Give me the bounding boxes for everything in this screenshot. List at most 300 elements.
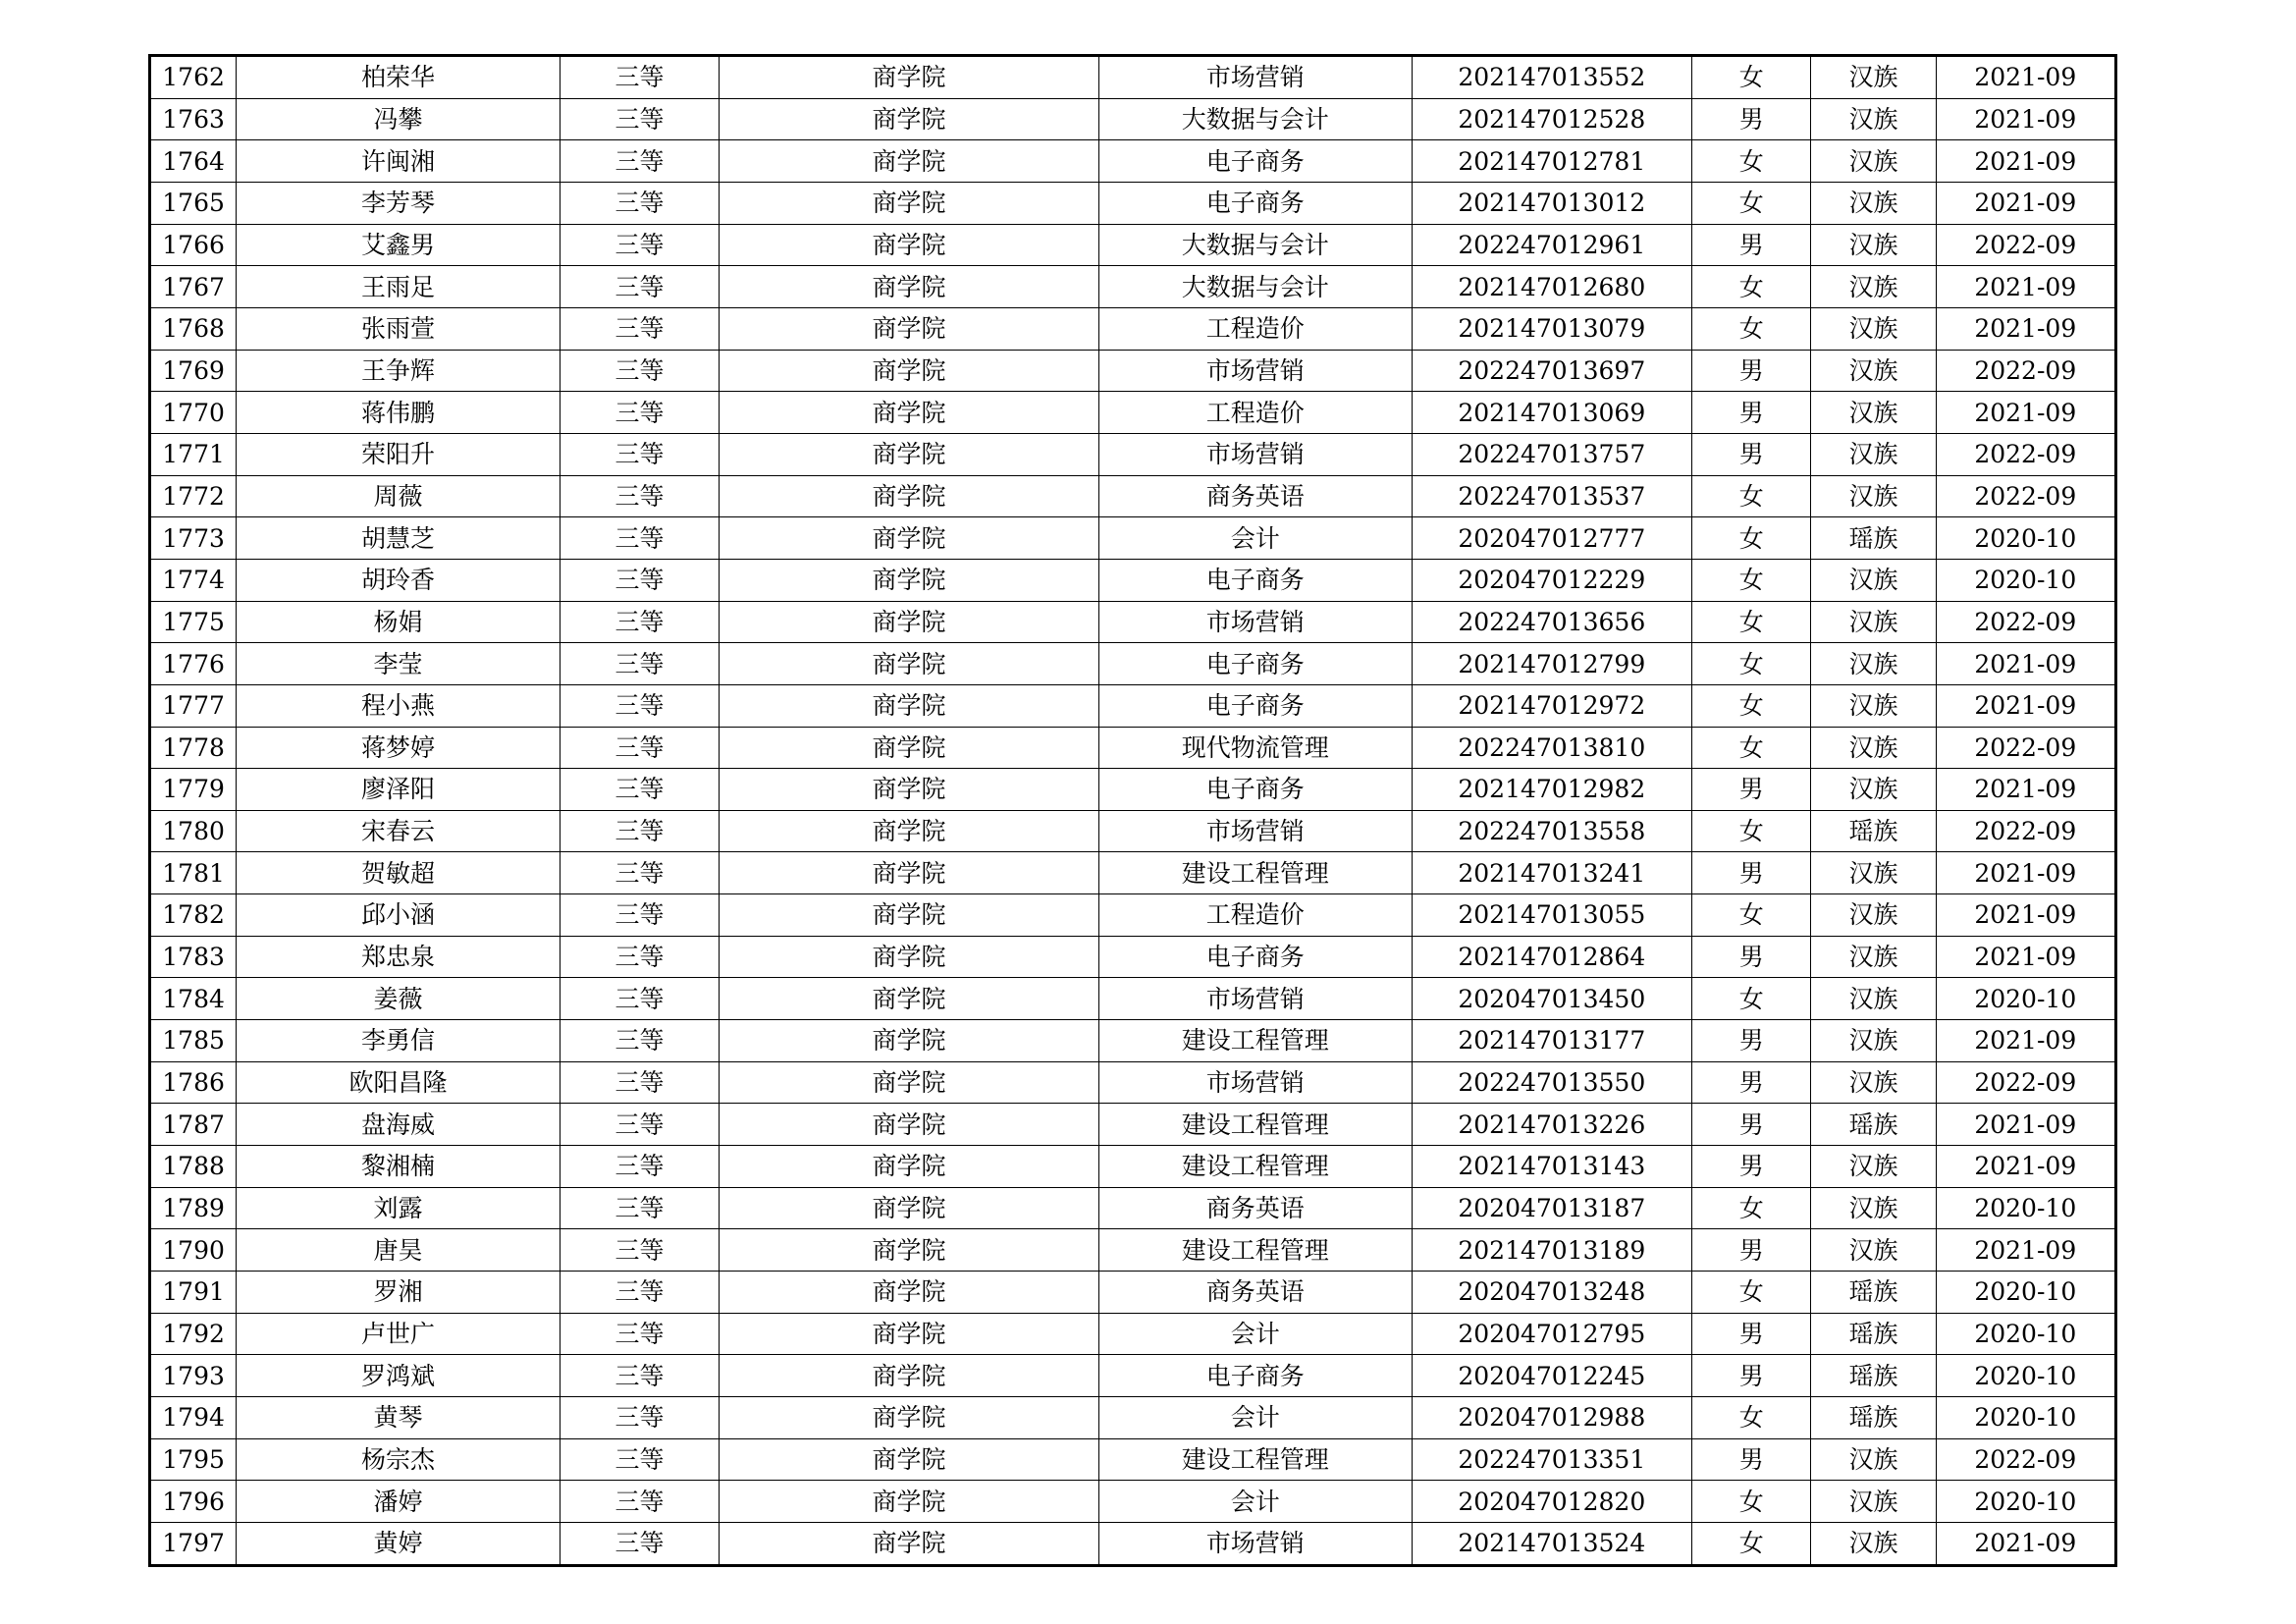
gender-cell: 女 (1692, 475, 1811, 517)
gender-cell: 男 (1692, 1229, 1811, 1272)
row-number-cell: 1784 (150, 978, 237, 1020)
award-level-cell: 三等 (560, 307, 719, 350)
ethnicity-cell: 瑶族 (1811, 1272, 1936, 1314)
gender-cell: 女 (1692, 517, 1811, 560)
table-row (150, 1020, 2116, 1062)
row-number-cell: 1781 (150, 852, 237, 894)
college-cell: 商学院 (720, 978, 1099, 1020)
ethnicity-cell: 汉族 (1811, 224, 1936, 266)
enrollment-date-cell: 2022-09 (1936, 1438, 2115, 1481)
college-cell: 商学院 (720, 350, 1099, 392)
ethnicity-cell: 汉族 (1811, 1020, 1936, 1062)
award-level-cell: 三等 (560, 1146, 719, 1188)
student-id-cell: 202147013177 (1412, 1020, 1692, 1062)
ethnicity-cell: 汉族 (1811, 769, 1936, 811)
student-id-cell: 202147013241 (1412, 852, 1692, 894)
enrollment-date-cell: 2022-09 (1936, 810, 2115, 852)
enrollment-date-cell: 2022-09 (1936, 475, 2115, 517)
gender-cell: 女 (1692, 684, 1811, 727)
award-level-cell: 三等 (560, 684, 719, 727)
college-cell: 商学院 (720, 1397, 1099, 1439)
award-level-cell: 三等 (560, 601, 719, 643)
major-cell: 市场营销 (1098, 56, 1412, 99)
table-row (150, 224, 2116, 266)
row-number-cell: 1786 (150, 1061, 237, 1104)
major-cell: 市场营销 (1098, 810, 1412, 852)
table-row (150, 1061, 2116, 1104)
row-number-cell: 1766 (150, 224, 237, 266)
student-id-cell: 202147013079 (1412, 307, 1692, 350)
enrollment-date-cell: 2021-09 (1936, 936, 2115, 978)
college-cell: 商学院 (720, 182, 1099, 224)
college-cell: 商学院 (720, 810, 1099, 852)
award-level-cell: 三等 (560, 1481, 719, 1523)
enrollment-date-cell: 2020-10 (1936, 559, 2115, 601)
major-cell: 电子商务 (1098, 684, 1412, 727)
ethnicity-cell: 汉族 (1811, 1438, 1936, 1481)
enrollment-date-cell: 2021-09 (1936, 1229, 2115, 1272)
ethnicity-cell: 瑶族 (1811, 517, 1936, 560)
enrollment-date-cell: 2021-09 (1936, 182, 2115, 224)
ethnicity-cell: 瑶族 (1811, 1104, 1936, 1146)
ethnicity-cell: 瑶族 (1811, 1397, 1936, 1439)
enrollment-date-cell: 2020-10 (1936, 1272, 2115, 1314)
college-cell: 商学院 (720, 684, 1099, 727)
college-cell: 商学院 (720, 56, 1099, 99)
ethnicity-cell: 汉族 (1811, 978, 1936, 1020)
table-row (150, 56, 2116, 99)
table-row (150, 978, 2116, 1020)
enrollment-date-cell: 2021-09 (1936, 98, 2115, 140)
enrollment-date-cell: 2022-09 (1936, 224, 2115, 266)
ethnicity-cell: 汉族 (1811, 475, 1936, 517)
gender-cell: 男 (1692, 433, 1811, 475)
major-cell: 建设工程管理 (1098, 1104, 1412, 1146)
college-cell: 商学院 (720, 852, 1099, 894)
major-cell: 建设工程管理 (1098, 1020, 1412, 1062)
row-number-cell: 1793 (150, 1355, 237, 1397)
major-cell: 商务英语 (1098, 1187, 1412, 1229)
row-number-cell: 1764 (150, 140, 237, 183)
college-cell: 商学院 (720, 392, 1099, 434)
student-name-cell: 宋春云 (237, 810, 561, 852)
gender-cell: 男 (1692, 1313, 1811, 1355)
student-id-cell: 202247012961 (1412, 224, 1692, 266)
student-id-cell: 202147012528 (1412, 98, 1692, 140)
enrollment-date-cell: 2021-09 (1936, 1104, 2115, 1146)
enrollment-date-cell: 2020-10 (1936, 1481, 2115, 1523)
gender-cell: 男 (1692, 98, 1811, 140)
student-id-cell: 202047012777 (1412, 517, 1692, 560)
major-cell: 工程造价 (1098, 392, 1412, 434)
award-level-cell: 三等 (560, 1229, 719, 1272)
college-cell: 商学院 (720, 307, 1099, 350)
enrollment-date-cell: 2021-09 (1936, 643, 2115, 685)
gender-cell: 男 (1692, 1020, 1811, 1062)
gender-cell: 女 (1692, 559, 1811, 601)
student-name-cell: 张雨萱 (237, 307, 561, 350)
major-cell: 建设工程管理 (1098, 1146, 1412, 1188)
gender-cell: 女 (1692, 978, 1811, 1020)
row-number-cell: 1789 (150, 1187, 237, 1229)
ethnicity-cell: 汉族 (1811, 1146, 1936, 1188)
table-row (150, 1272, 2116, 1314)
table-row (150, 601, 2116, 643)
enrollment-date-cell: 2022-09 (1936, 350, 2115, 392)
row-number-cell: 1795 (150, 1438, 237, 1481)
gender-cell: 男 (1692, 350, 1811, 392)
major-cell: 建设工程管理 (1098, 1438, 1412, 1481)
enrollment-date-cell: 2021-09 (1936, 894, 2115, 937)
gender-cell: 女 (1692, 140, 1811, 183)
ethnicity-cell: 汉族 (1811, 601, 1936, 643)
major-cell: 大数据与会计 (1098, 266, 1412, 308)
student-name-cell: 黄琴 (237, 1397, 561, 1439)
ethnicity-cell: 汉族 (1811, 266, 1936, 308)
enrollment-date-cell: 2020-10 (1936, 1355, 2115, 1397)
major-cell: 电子商务 (1098, 936, 1412, 978)
enrollment-date-cell: 2021-09 (1936, 684, 2115, 727)
table-row (150, 1481, 2116, 1523)
award-level-cell: 三等 (560, 1397, 719, 1439)
row-number-cell: 1771 (150, 433, 237, 475)
gender-cell: 女 (1692, 1522, 1811, 1565)
table-row (150, 1438, 2116, 1481)
college-cell: 商学院 (720, 601, 1099, 643)
table-row (150, 810, 2116, 852)
row-number-cell: 1765 (150, 182, 237, 224)
college-cell: 商学院 (720, 224, 1099, 266)
student-name-cell: 黄婷 (237, 1522, 561, 1565)
table-row (150, 684, 2116, 727)
student-name-cell: 艾鑫男 (237, 224, 561, 266)
student-name-cell: 杨娟 (237, 601, 561, 643)
college-cell: 商学院 (720, 140, 1099, 183)
student-name-cell: 李芳琴 (237, 182, 561, 224)
student-id-cell: 202047012245 (1412, 1355, 1692, 1397)
college-cell: 商学院 (720, 98, 1099, 140)
award-level-cell: 三等 (560, 1313, 719, 1355)
enrollment-date-cell: 2020-10 (1936, 1187, 2115, 1229)
row-number-cell: 1780 (150, 810, 237, 852)
row-number-cell: 1787 (150, 1104, 237, 1146)
enrollment-date-cell: 2021-09 (1936, 392, 2115, 434)
ethnicity-cell: 汉族 (1811, 643, 1936, 685)
table-row (150, 475, 2116, 517)
ethnicity-cell: 汉族 (1811, 182, 1936, 224)
ethnicity-cell: 汉族 (1811, 559, 1936, 601)
row-number-cell: 1763 (150, 98, 237, 140)
college-cell: 商学院 (720, 559, 1099, 601)
award-level-cell: 三等 (560, 392, 719, 434)
gender-cell: 男 (1692, 1061, 1811, 1104)
row-number-cell: 1783 (150, 936, 237, 978)
gender-cell: 男 (1692, 224, 1811, 266)
student-name-cell: 李勇信 (237, 1020, 561, 1062)
gender-cell: 女 (1692, 894, 1811, 937)
student-name-cell: 柏荣华 (237, 56, 561, 99)
gender-cell: 女 (1692, 56, 1811, 99)
gender-cell: 女 (1692, 810, 1811, 852)
ethnicity-cell: 汉族 (1811, 307, 1936, 350)
table-row (150, 140, 2116, 183)
student-name-cell: 卢世广 (237, 1313, 561, 1355)
award-level-cell: 三等 (560, 1355, 719, 1397)
major-cell: 大数据与会计 (1098, 98, 1412, 140)
award-level-cell: 三等 (560, 1020, 719, 1062)
student-name-cell: 荣阳升 (237, 433, 561, 475)
gender-cell: 男 (1692, 936, 1811, 978)
student-name-cell: 盘海威 (237, 1104, 561, 1146)
student-id-cell: 202047012229 (1412, 559, 1692, 601)
college-cell: 商学院 (720, 1229, 1099, 1272)
award-level-cell: 三等 (560, 224, 719, 266)
student-id-cell: 202047013248 (1412, 1272, 1692, 1314)
ethnicity-cell: 汉族 (1811, 1229, 1936, 1272)
award-level-cell: 三等 (560, 727, 719, 769)
gender-cell: 女 (1692, 1272, 1811, 1314)
student-name-cell: 蒋伟鹏 (237, 392, 561, 434)
college-cell: 商学院 (720, 1187, 1099, 1229)
enrollment-date-cell: 2020-10 (1936, 1397, 2115, 1439)
award-level-cell: 三等 (560, 266, 719, 308)
enrollment-date-cell: 2021-09 (1936, 1522, 2115, 1565)
enrollment-date-cell: 2022-09 (1936, 601, 2115, 643)
student-id-cell: 202147013055 (1412, 894, 1692, 937)
student-name-cell: 王雨足 (237, 266, 561, 308)
award-level-cell: 三等 (560, 936, 719, 978)
ethnicity-cell: 汉族 (1811, 56, 1936, 99)
student-id-cell: 202047012820 (1412, 1481, 1692, 1523)
ethnicity-cell: 汉族 (1811, 350, 1936, 392)
college-cell: 商学院 (720, 1272, 1099, 1314)
award-level-cell: 三等 (560, 1061, 719, 1104)
gender-cell: 女 (1692, 1187, 1811, 1229)
major-cell: 电子商务 (1098, 1355, 1412, 1397)
award-level-cell: 三等 (560, 894, 719, 937)
table-row (150, 1146, 2116, 1188)
table-row (150, 1397, 2116, 1439)
gender-cell: 男 (1692, 1438, 1811, 1481)
student-name-cell: 罗湘 (237, 1272, 561, 1314)
ethnicity-cell: 汉族 (1811, 433, 1936, 475)
student-id-cell: 202047013450 (1412, 978, 1692, 1020)
award-level-cell: 三等 (560, 769, 719, 811)
student-name-cell: 冯攀 (237, 98, 561, 140)
ethnicity-cell: 瑶族 (1811, 1355, 1936, 1397)
major-cell: 建设工程管理 (1098, 852, 1412, 894)
major-cell: 工程造价 (1098, 307, 1412, 350)
gender-cell: 男 (1692, 392, 1811, 434)
ethnicity-cell: 瑶族 (1811, 1313, 1936, 1355)
student-name-cell: 姜薇 (237, 978, 561, 1020)
major-cell: 市场营销 (1098, 433, 1412, 475)
college-cell: 商学院 (720, 936, 1099, 978)
row-number-cell: 1762 (150, 56, 237, 99)
gender-cell: 女 (1692, 601, 1811, 643)
table-row (150, 392, 2116, 434)
college-cell: 商学院 (720, 1438, 1099, 1481)
row-number-cell: 1777 (150, 684, 237, 727)
college-cell: 商学院 (720, 643, 1099, 685)
college-cell: 商学院 (720, 475, 1099, 517)
table-row (150, 433, 2116, 475)
major-cell: 会计 (1098, 1397, 1412, 1439)
row-number-cell: 1767 (150, 266, 237, 308)
student-id-cell: 202047013187 (1412, 1187, 1692, 1229)
student-name-cell: 胡慧芝 (237, 517, 561, 560)
row-number-cell: 1768 (150, 307, 237, 350)
enrollment-date-cell: 2022-09 (1936, 433, 2115, 475)
row-number-cell: 1778 (150, 727, 237, 769)
enrollment-date-cell: 2020-10 (1936, 978, 2115, 1020)
table-row (150, 559, 2116, 601)
major-cell: 建设工程管理 (1098, 1229, 1412, 1272)
row-number-cell: 1770 (150, 392, 237, 434)
table-row (150, 98, 2116, 140)
award-level-cell: 三等 (560, 350, 719, 392)
enrollment-date-cell: 2022-09 (1936, 727, 2115, 769)
ethnicity-cell: 汉族 (1811, 936, 1936, 978)
table-row (150, 266, 2116, 308)
college-cell: 商学院 (720, 517, 1099, 560)
major-cell: 市场营销 (1098, 1061, 1412, 1104)
table-row (150, 1313, 2116, 1355)
student-name-cell: 许闽湘 (237, 140, 561, 183)
award-level-cell: 三等 (560, 517, 719, 560)
college-cell: 商学院 (720, 1481, 1099, 1523)
gender-cell: 女 (1692, 1481, 1811, 1523)
table-row (150, 350, 2116, 392)
award-level-cell: 三等 (560, 475, 719, 517)
student-name-cell: 邱小涵 (237, 894, 561, 937)
student-id-cell: 202147013012 (1412, 182, 1692, 224)
college-cell: 商学院 (720, 1146, 1099, 1188)
student-name-cell: 郑忠泉 (237, 936, 561, 978)
enrollment-date-cell: 2021-09 (1936, 852, 2115, 894)
student-id-cell: 202147012864 (1412, 936, 1692, 978)
student-id-cell: 202247013757 (1412, 433, 1692, 475)
major-cell: 电子商务 (1098, 769, 1412, 811)
enrollment-date-cell: 2021-09 (1936, 1020, 2115, 1062)
enrollment-date-cell: 2021-09 (1936, 1146, 2115, 1188)
student-name-cell: 杨宗杰 (237, 1438, 561, 1481)
enrollment-date-cell: 2021-09 (1936, 266, 2115, 308)
table-row (150, 643, 2116, 685)
student-name-cell: 王争辉 (237, 350, 561, 392)
gender-cell: 女 (1692, 182, 1811, 224)
award-level-cell: 三等 (560, 1187, 719, 1229)
table-row (150, 307, 2116, 350)
ethnicity-cell: 瑶族 (1811, 810, 1936, 852)
student-id-cell: 202247013550 (1412, 1061, 1692, 1104)
student-name-cell: 李莹 (237, 643, 561, 685)
major-cell: 现代物流管理 (1098, 727, 1412, 769)
row-number-cell: 1796 (150, 1481, 237, 1523)
student-id-cell: 202147013226 (1412, 1104, 1692, 1146)
ethnicity-cell: 汉族 (1811, 98, 1936, 140)
row-number-cell: 1769 (150, 350, 237, 392)
row-number-cell: 1797 (150, 1522, 237, 1565)
award-level-cell: 三等 (560, 559, 719, 601)
student-id-cell: 202247013537 (1412, 475, 1692, 517)
student-name-cell: 程小燕 (237, 684, 561, 727)
enrollment-date-cell: 2022-09 (1936, 1061, 2115, 1104)
student-list-table (148, 54, 2117, 1567)
college-cell: 商学院 (720, 894, 1099, 937)
student-id-cell: 202147012781 (1412, 140, 1692, 183)
major-cell: 商务英语 (1098, 475, 1412, 517)
student-id-cell: 202247013351 (1412, 1438, 1692, 1481)
award-level-cell: 三等 (560, 810, 719, 852)
student-id-cell: 202047012988 (1412, 1397, 1692, 1439)
ethnicity-cell: 汉族 (1811, 1187, 1936, 1229)
table-row (150, 182, 2116, 224)
row-number-cell: 1791 (150, 1272, 237, 1314)
table-row (150, 852, 2116, 894)
ethnicity-cell: 汉族 (1811, 894, 1936, 937)
gender-cell: 男 (1692, 1146, 1811, 1188)
table-row (150, 769, 2116, 811)
enrollment-date-cell: 2021-09 (1936, 56, 2115, 99)
award-level-cell: 三等 (560, 140, 719, 183)
student-id-cell: 202147013552 (1412, 56, 1692, 99)
student-name-cell: 欧阳昌隆 (237, 1061, 561, 1104)
table-row (150, 1522, 2116, 1565)
student-id-cell: 202047012795 (1412, 1313, 1692, 1355)
college-cell: 商学院 (720, 1061, 1099, 1104)
award-level-cell: 三等 (560, 433, 719, 475)
row-number-cell: 1779 (150, 769, 237, 811)
student-name-cell: 胡玲香 (237, 559, 561, 601)
student-name-cell: 黎湘楠 (237, 1146, 561, 1188)
major-cell: 电子商务 (1098, 140, 1412, 183)
table-row (150, 517, 2116, 560)
major-cell: 市场营销 (1098, 601, 1412, 643)
major-cell: 市场营销 (1098, 1522, 1412, 1565)
student-name-cell: 罗鸿斌 (237, 1355, 561, 1397)
college-cell: 商学院 (720, 1104, 1099, 1146)
ethnicity-cell: 汉族 (1811, 1481, 1936, 1523)
row-number-cell: 1773 (150, 517, 237, 560)
row-number-cell: 1788 (150, 1146, 237, 1188)
student-id-cell: 202147012799 (1412, 643, 1692, 685)
enrollment-date-cell: 2020-10 (1936, 517, 2115, 560)
row-number-cell: 1790 (150, 1229, 237, 1272)
student-name-cell: 廖泽阳 (237, 769, 561, 811)
major-cell: 电子商务 (1098, 643, 1412, 685)
major-cell: 市场营销 (1098, 350, 1412, 392)
student-id-cell: 202247013558 (1412, 810, 1692, 852)
major-cell: 会计 (1098, 517, 1412, 560)
gender-cell: 男 (1692, 1355, 1811, 1397)
major-cell: 市场营销 (1098, 978, 1412, 1020)
row-number-cell: 1775 (150, 601, 237, 643)
student-name-cell: 周薇 (237, 475, 561, 517)
table-row (150, 1229, 2116, 1272)
row-number-cell: 1785 (150, 1020, 237, 1062)
student-id-cell: 202147013524 (1412, 1522, 1692, 1565)
ethnicity-cell: 汉族 (1811, 1061, 1936, 1104)
ethnicity-cell: 汉族 (1811, 1522, 1936, 1565)
award-level-cell: 三等 (560, 643, 719, 685)
row-number-cell: 1794 (150, 1397, 237, 1439)
ethnicity-cell: 汉族 (1811, 727, 1936, 769)
table-row (150, 894, 2116, 937)
award-level-cell: 三等 (560, 978, 719, 1020)
student-id-cell: 202147013069 (1412, 392, 1692, 434)
gender-cell: 女 (1692, 307, 1811, 350)
